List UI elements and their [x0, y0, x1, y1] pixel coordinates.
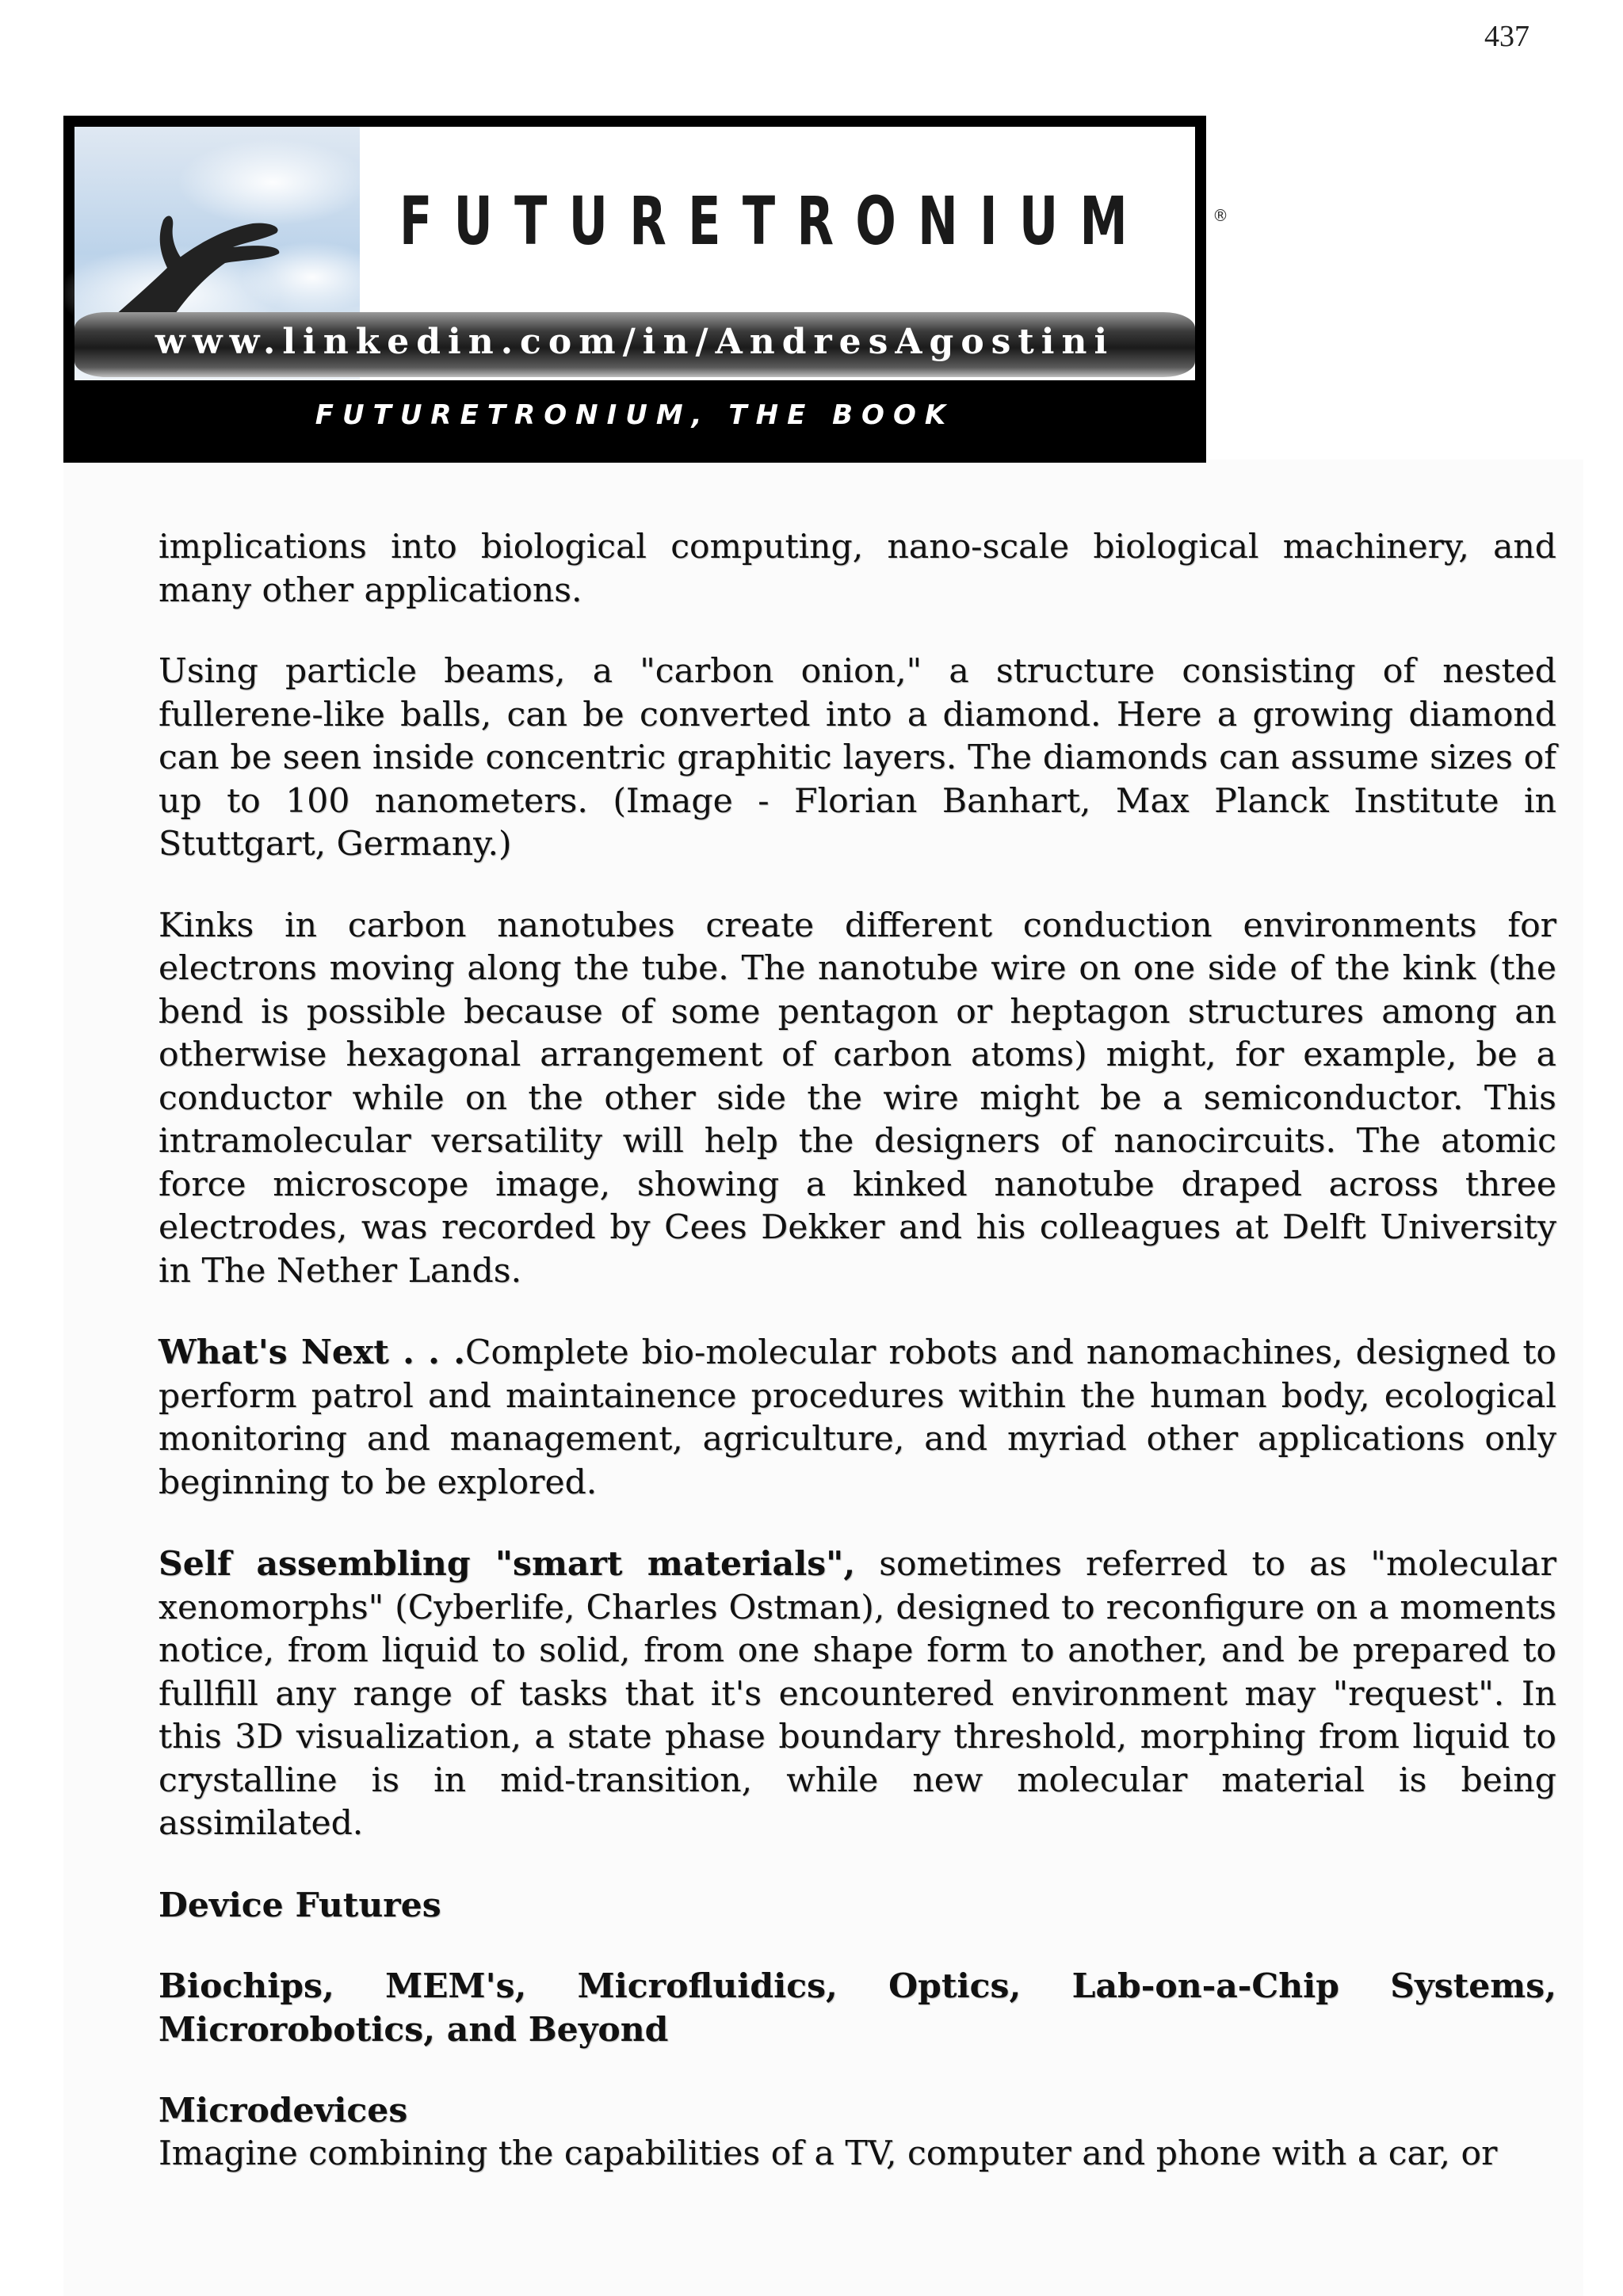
paragraph-kinks-nanotubes: Kinks in carbon nanotubes create different conduction environments for electrons moving along the tube. The nanotube wire on one side of the kink (the bend is possible because of some pentagon or heptagon structures among an otherwise hexagonal arrangement of carbon atoms) might, for example, be a conductor while on the other side the wire might be a semiconductor. This intramolecular versatility will help the designers of nanocircuits. The atomic force microscope image, showing a kinked nanotube draped across three electrodes, was recorded by Cees Dekker and his colleagues at Delft University in The Nether Lands.: [158, 906, 1556, 1291]
smart-materials-lead: Self assembling "smart materials",: [158, 1544, 856, 1584]
banner-title: FUTURETRONIUM: [399, 182, 1150, 260]
paragraph-carbon-onion: Using particle beams, a "carbon onion," a structure consisting of nested fullerene-like balls, can be converted into a diamond. Here a growing diamond can be seen inside concentric graphitic layers. The diamonds can assume sizes of up to 100 nanometers. (Image - Florian Banhart, Max Planck Institute in Stuttgart, Germany.): [158, 652, 1556, 864]
smart-materials-text: sometimes referred to as "molecular xenomorphs" (Cyberlife, Charles Ostman), designed to reconfigure on a moments notice, from liquid to solid, from one shape form to another, and be prepared to fullfill any range of tasks that it's encountered environment may "request". In this 3D visualization, a state phase boundary threshold, morphing from liquid to crystalline is in mid-transition, while new molecular material is being assimilated.: [158, 1545, 1557, 1843]
page-number: 437: [1484, 20, 1529, 53]
paragraph-imagine: Imagine combining the capabilities of a TV, computer and phone with a car, or: [158, 2134, 1498, 2173]
paragraph-implications: implications into biological computing, nano-scale biological machinery, and many other applications.: [158, 528, 1556, 610]
heading-biochips: Biochips, MEM's, Microfluidics, Optics, Lab-on-a-Chip Systems, Microrobotics, and Beyond: [158, 1966, 1556, 2050]
paragraph-smart-materials: [158, 1543, 1556, 1846]
heading-microdevices: Microdevices: [158, 2091, 408, 2130]
heading-device-futures: Device Futures: [158, 1885, 441, 1925]
banner-subtitle: FUTURETRONIUM, THE BOOK: [315, 399, 955, 431]
registered-mark: ®: [1212, 206, 1228, 225]
whats-next-lead: What's Next . . .: [158, 1333, 466, 1372]
whats-next-text: Complete bio-molecular robots and nanomachines, designed to perform patrol and maintainence procedures within the human body, ecological monitoring and management, agriculture, and myriad other applications only beginning to be explored.: [158, 1333, 1556, 1502]
body-text: [158, 526, 1556, 2176]
futuretronium-banner: [63, 116, 1228, 463]
banner-url: www.linkedin.com/in/AndresAgostini: [155, 322, 1115, 362]
paragraph-whats-next: [158, 1331, 1556, 1505]
